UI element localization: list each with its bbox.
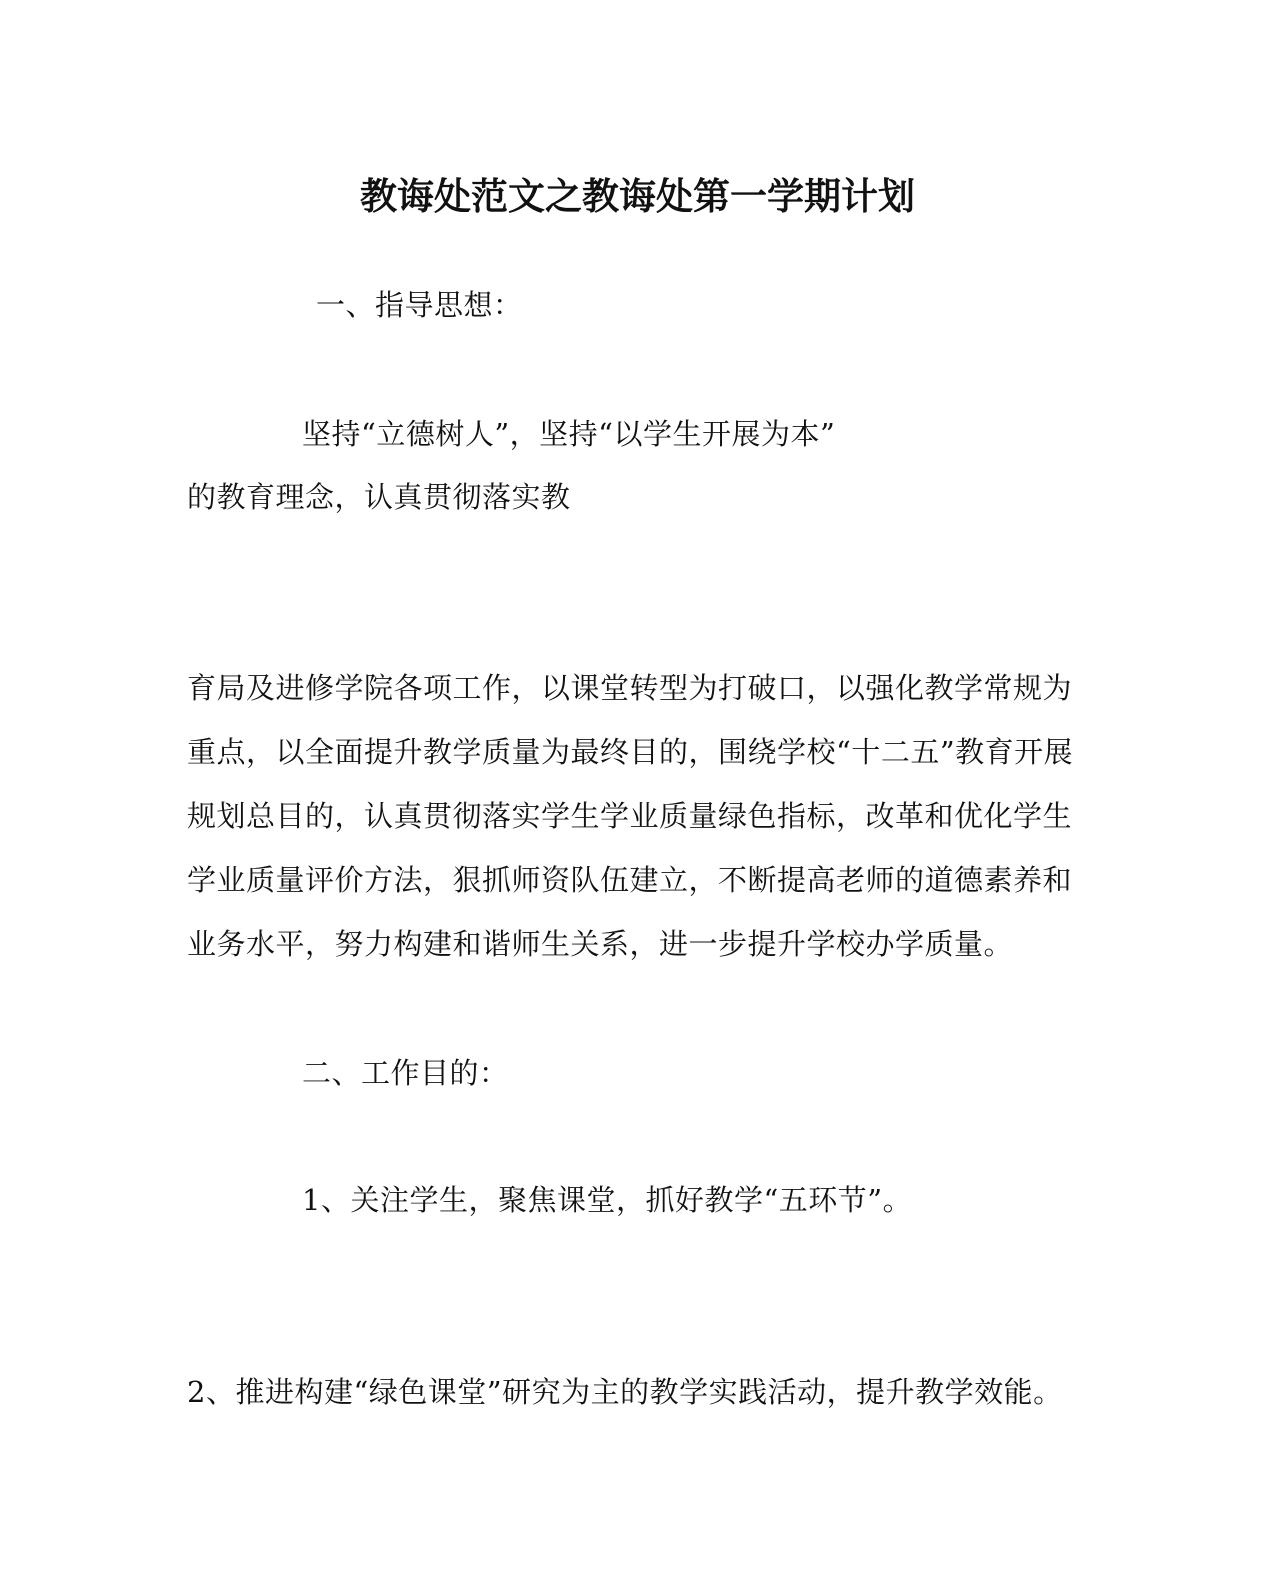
document-title: 教诲处范文之教诲处第一学期计划 [360, 174, 915, 218]
paragraph-line: 规划总目的，认真贯彻落实学生学业质量绿色指标，改革和优化学生 [187, 799, 1073, 833]
paragraph-line: 坚持“立德树人”，坚持“以学生开展为本” [302, 417, 836, 451]
paragraph-line: 学业质量评价方法，狠抓师资队伍建立，不断提高老师的道德素养和 [187, 863, 1073, 897]
section-heading-guiding-thought: 一、指导思想： [316, 288, 523, 322]
section-heading-work-goals: 二、工作目的： [302, 1056, 509, 1090]
paragraph-line: 的教育理念，认真贯彻落实教 [187, 480, 571, 514]
list-item: 2、推进构建“绿色课堂”研究为主的教学实践活动，提升教学效能。 [187, 1375, 1063, 1409]
list-item: 1、关注学生，聚焦课堂，抓好教学“五环节”。 [302, 1183, 913, 1217]
paragraph-line: 业务水平，努力构建和谐师生关系，进一步提升学校办学质量。 [187, 927, 1014, 961]
paragraph-line: 育局及进修学院各项工作，以课堂转型为打破口，以强化教学常规为 [187, 671, 1073, 705]
paragraph-line: 重点，以全面提升教学质量为最终目的，围绕学校“十二五”教育开展 [187, 735, 1074, 769]
